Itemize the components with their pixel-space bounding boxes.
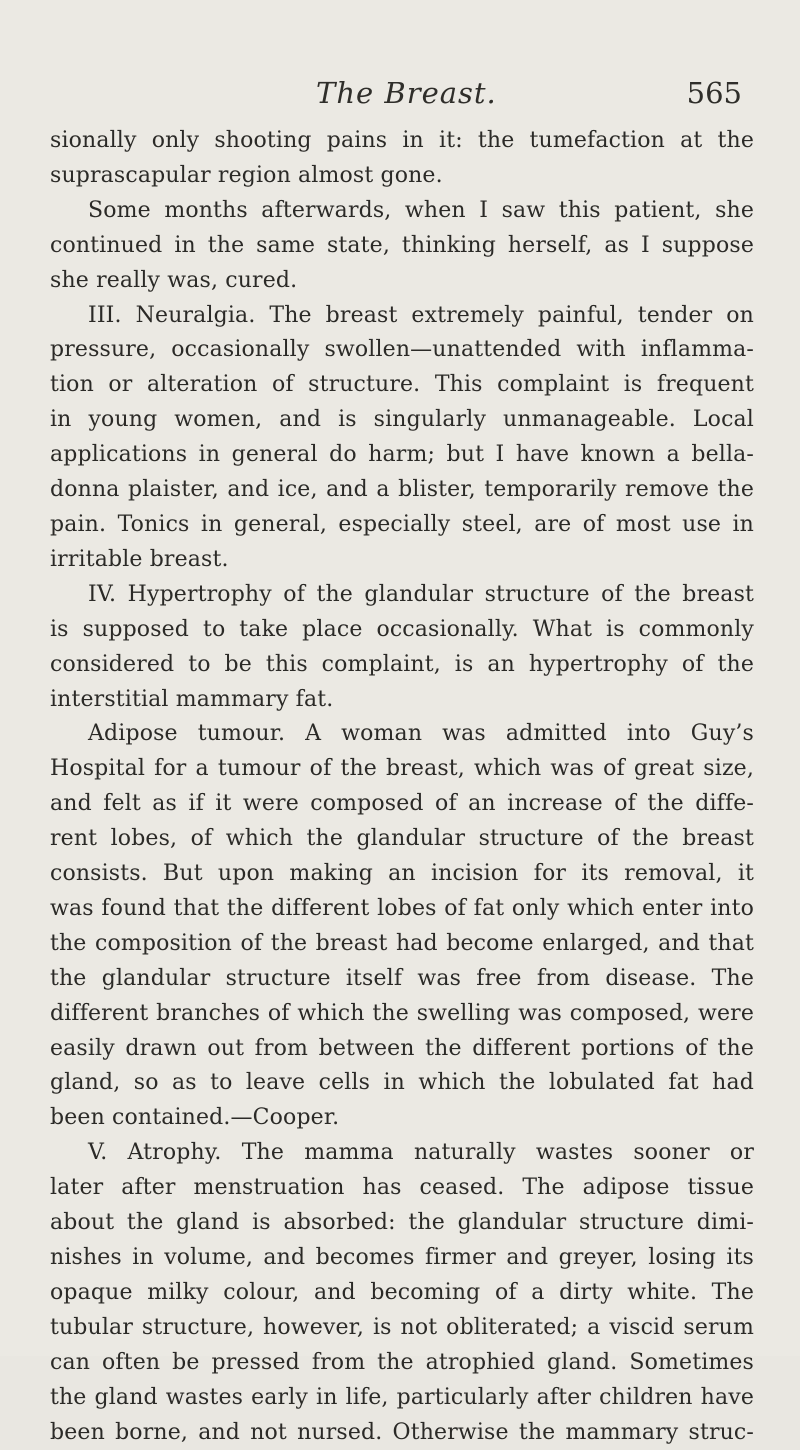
text-line: irritable breast.	[50, 546, 229, 572]
text-line: Hospital for a tumour of the breast, which was of great size,	[50, 756, 754, 782]
text-line: gland, so as to leave cells in which the lobulated fat had	[50, 1070, 754, 1096]
text-line: considered to be this complaint, is an hypertrophy of the	[50, 651, 754, 677]
text-line: been borne, and not nursed. Otherwise the mammary struc-	[50, 1419, 754, 1445]
body-text	[50, 124, 754, 1450]
text-line: easily drawn out from between the different portions of the	[50, 1035, 754, 1061]
page-number: 565	[686, 76, 742, 110]
text-line: the glandular structure itself was free from disease. The	[50, 965, 754, 991]
text-line: interstitial mammary fat.	[50, 686, 334, 712]
text-line: sionally only shooting pains in it: the tumefaction at the	[50, 128, 754, 153]
text-line: pressure, occasionally swollen—unattended with inflamma-	[50, 337, 754, 363]
text-line: III. Neuralgia. The breast extremely painful, tender on	[88, 302, 754, 328]
text-line: rent lobes, of which the glandular structure of the breast	[50, 826, 754, 852]
text-line: V. Atrophy. The mamma naturally wastes sooner or	[88, 1140, 754, 1166]
text-line: and felt as if it were composed of an increase of the diffe-	[50, 791, 754, 817]
text-line: she really was, cured.	[50, 267, 298, 293]
text-line: can often be pressed from the atrophied gland. Sometimes	[50, 1349, 754, 1375]
text-line: continued in the same state, thinking herself, as I suppose	[50, 232, 754, 258]
text-line: tubular structure, however, is not obliterated; a viscid serum	[50, 1314, 754, 1340]
text-line: the composition of the breast had become enlarged, and that	[50, 930, 754, 956]
text-line: is supposed to take place occasionally. What is commonly	[50, 616, 754, 642]
text-line: Adipose tumour. A woman was admitted into Guy’s	[88, 721, 754, 747]
text-line: nishes in volume, and becomes firmer and greyer, losing its	[50, 1245, 754, 1270]
text-line: IV. Hypertrophy of the glandular structure of the breast	[88, 581, 754, 607]
page-header	[48, 76, 748, 116]
text-line: in young women, and is singularly unmanageable. Local	[50, 407, 754, 433]
text-line: later after menstruation has ceased. The adipose tissue	[50, 1175, 754, 1201]
text-line: was found that the different lobes of fat only which enter into	[50, 895, 754, 921]
text-line: applications in general do harm; but I have known a bella-	[50, 442, 754, 468]
text-line: different branches of which the swelling was composed, were	[50, 1000, 754, 1026]
text-line: tion or alteration of structure. This complaint is frequent	[50, 372, 754, 398]
text-line: donna plaister, and ice, and a blister, temporarily remove the	[50, 477, 754, 503]
text-line: opaque milky colour, and becoming of a dirty white. The	[50, 1279, 754, 1305]
text-line: consists. But upon making an incision for its removal, it	[50, 861, 754, 887]
text-line: suprascapular region almost gone.	[50, 162, 443, 188]
text-line: Some months afterwards, when I saw this patient, she	[88, 197, 754, 223]
text-line: about the gland is absorbed: the glandular structure dimi-	[50, 1210, 754, 1236]
text-line: the gland wastes early in life, particularly after children have	[50, 1384, 754, 1410]
text-line: pain. Tonics in general, especially steel, are of most use in	[50, 511, 754, 537]
running-title: The Breast.	[316, 76, 497, 110]
text-line: been contained.—Cooper.	[50, 1105, 340, 1131]
